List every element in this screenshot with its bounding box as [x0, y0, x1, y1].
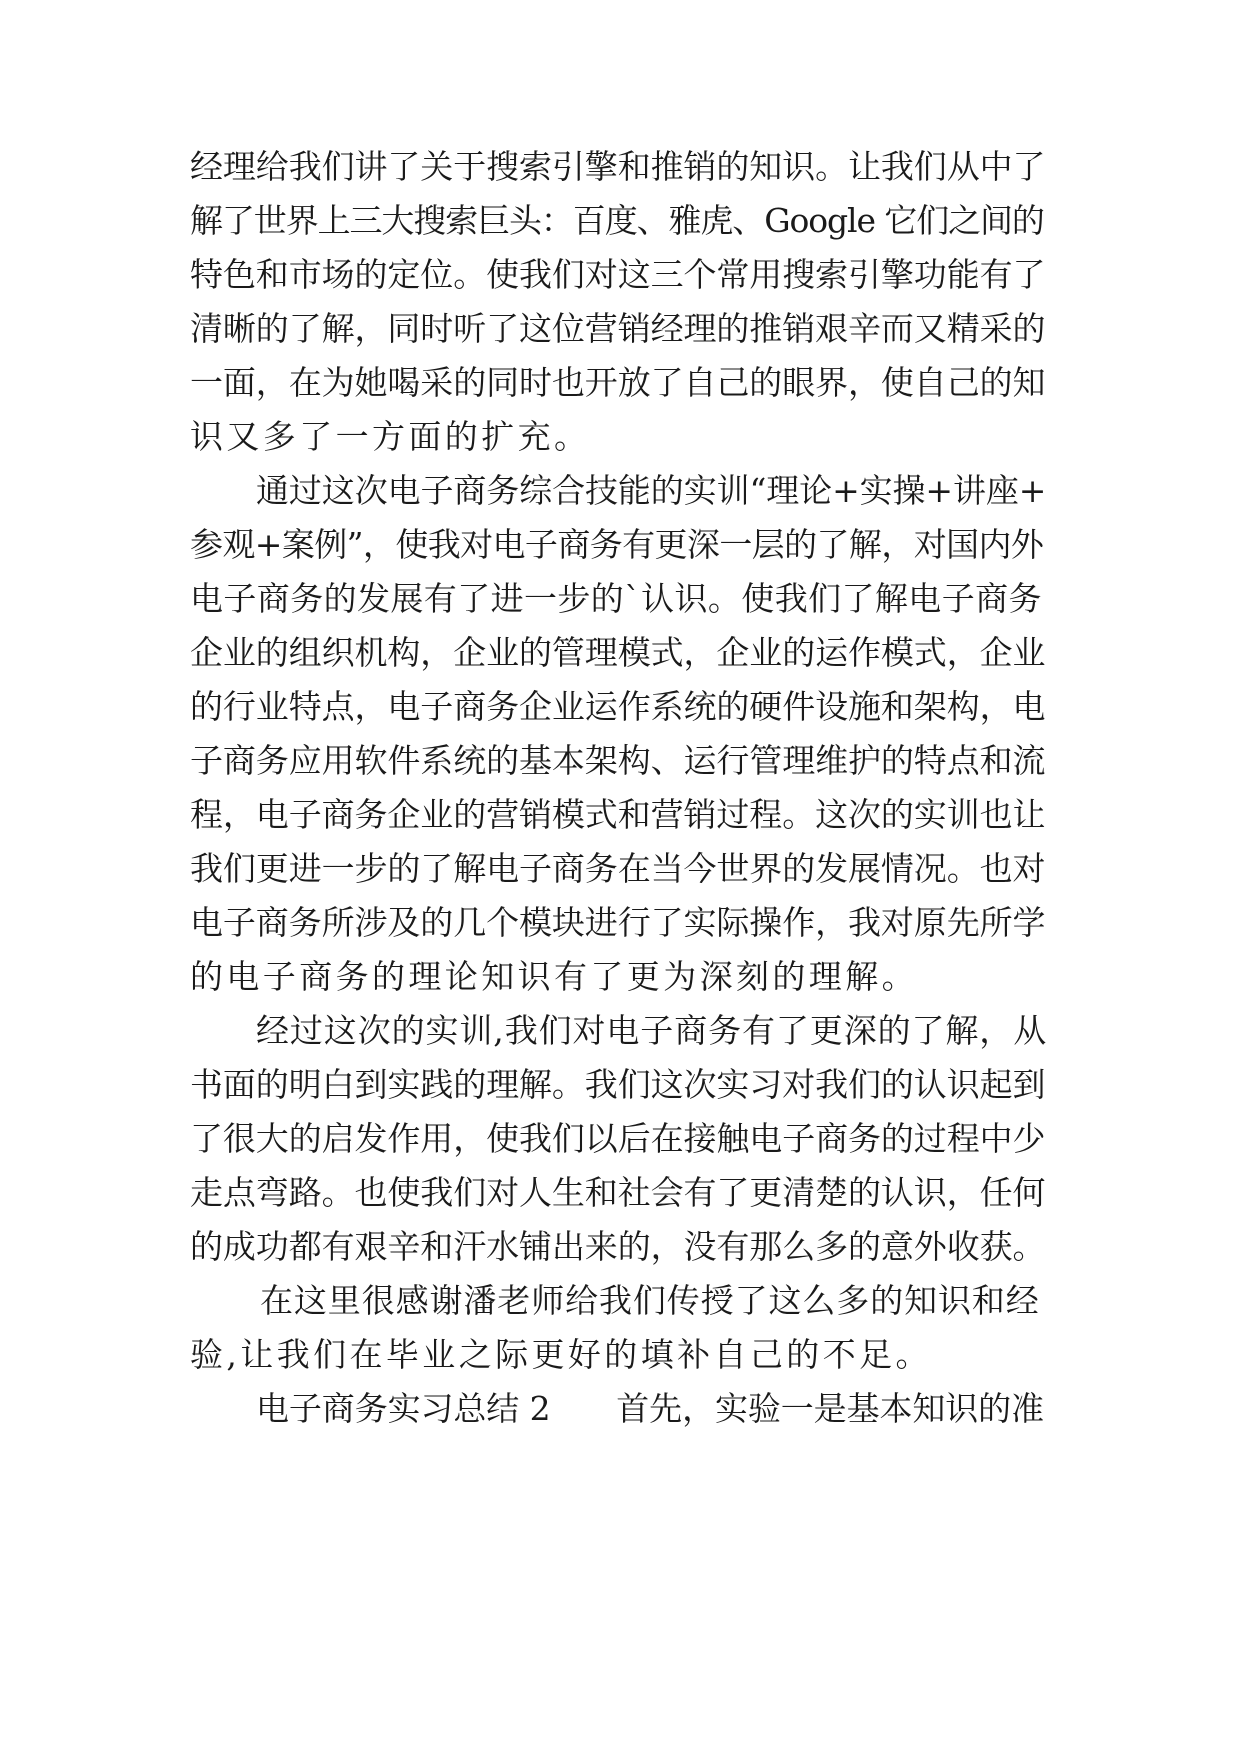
text-line: 的成功都有艰辛和汗水铺出来的，没有那么多的意外收获。 [190, 1227, 1046, 1266]
text-line: 走点弯路。也使我们对人生和社会有了更清楚的认识，任何 [190, 1173, 1046, 1212]
text-line: 电子商务的发展有了进一步的`认识。使我们了解电子商务 [190, 579, 1042, 618]
text-line: 书面的明白到实践的理解。我们这次实习对我们的认识起到 [190, 1065, 1046, 1104]
text-line: 了很大的启发作用，使我们以后在接触电子商务的过程中少 [190, 1119, 1046, 1158]
text-line: 企业的组织机构，企业的管理模式，企业的运作模式，企业 [190, 633, 1046, 672]
text-line: 电子商务所涉及的几个模块进行了实际操作，我对原先所学 [190, 903, 1046, 942]
text-line: 一面，在为她喝采的同时也开放了自己的眼界，使自己的知 [190, 363, 1046, 402]
section-heading-line: 电子商务实习总结 2 首先，实验一是基本知识的准 [256, 1389, 1044, 1428]
text-line: 经过这次的实训,我们对电子商务有了更深的了解，从 [256, 1011, 1048, 1050]
text-line: 特色和市场的定位。使我们对这三个常用搜索引擎功能有了 [190, 255, 1046, 294]
text-line: 识又多了一方面的扩充。 [190, 417, 591, 456]
text-line: 经理给我们讲了关于搜索引擎和推销的知识。让我们从中了 [190, 147, 1046, 186]
text-line: 参观+案例”，使我对电子商务有更深一层的了解，对国内外 [190, 525, 1044, 564]
text-line: 在这里很感谢潘老师给我们传授了这么多的知识和经 [260, 1281, 1040, 1320]
text-line: 的电子商务的理论知识有了更为深刻的理解。 [190, 957, 918, 996]
text-line: 通过这次电子商务综合技能的实训“理论+实操+讲座+ [256, 471, 1047, 510]
text-line: 我们更进一步的了解电子商务在当今世界的发展情况。也对 [190, 849, 1046, 888]
text-line: 的行业特点，电子商务企业运作系统的硬件设施和架构，电 [190, 687, 1046, 726]
text-line: 解了世界上三大搜索巨头：百度、雅虎、Google 它们之间的 [190, 201, 1044, 240]
text-line: 清晰的了解，同时听了这位营销经理的推销艰辛而又精采的 [190, 309, 1046, 348]
text-line: 验,让我们在毕业之际更好的填补自己的不足。 [190, 1335, 932, 1374]
text-line: 子商务应用软件系统的基本架构、运行管理维护的特点和流 [190, 741, 1046, 780]
text-line: 程，电子商务企业的营销模式和营销过程。这次的实训也让 [190, 795, 1046, 834]
